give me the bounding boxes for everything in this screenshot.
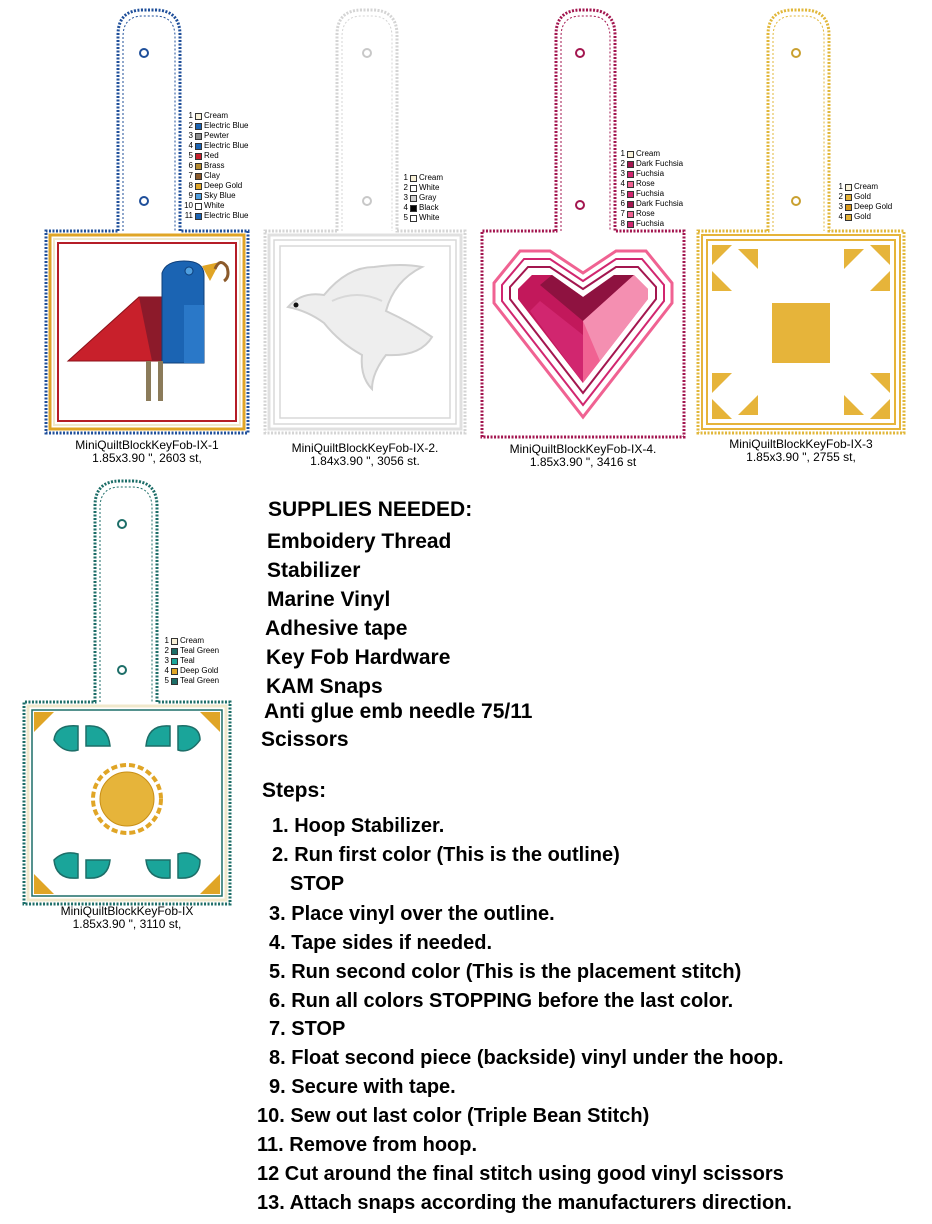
legend-row: [183, 151, 248, 161]
thread-number: 3: [403, 193, 408, 202]
thread-color-name: Fuchsia: [636, 169, 665, 178]
thread-swatch: [171, 658, 178, 665]
legend-row: [833, 202, 892, 212]
legend-row: [615, 219, 683, 229]
thread-swatch: [627, 161, 634, 168]
thread-number: 2: [403, 183, 408, 192]
legend-row: [183, 171, 248, 181]
thread-swatch: [845, 194, 852, 201]
thread-swatch: [627, 201, 634, 208]
thread-swatch: [410, 175, 417, 182]
thread-number: 3: [188, 131, 193, 140]
thread-number: 6: [188, 161, 193, 170]
legend-row: [398, 203, 443, 213]
thread-swatch: [410, 205, 417, 212]
thread-color-name: Rose: [636, 209, 655, 218]
step-item: 2. Run first color (This is the outline): [272, 844, 620, 866]
step-item: 13. Attach snaps according the manufacturers direction.: [257, 1192, 792, 1214]
thread-color-name: White: [204, 201, 225, 210]
legend-row: [398, 193, 443, 203]
thread-color-legend: [183, 111, 248, 221]
thread-swatch: [195, 153, 202, 160]
fob-design-name: MiniQuiltBlockKeyFob-IX-3: [729, 437, 873, 451]
legend-row: [183, 131, 248, 141]
thread-number: 1: [403, 173, 408, 182]
legend-row: [615, 209, 683, 219]
thread-swatch: [195, 213, 202, 220]
thread-color-name: Gray: [419, 193, 437, 202]
thread-number: 9: [188, 191, 193, 200]
thread-color-name: Clay: [204, 171, 221, 180]
thread-number: 1: [838, 182, 843, 191]
thread-number: 10: [184, 201, 193, 210]
step-item: 5. Run second color (This is the placement stitch): [269, 961, 742, 983]
supply-item: Adhesive tape: [265, 617, 408, 640]
thread-color-name: Rose: [636, 179, 655, 188]
thread-color-name: Gold: [854, 212, 871, 221]
thread-number: 1: [620, 149, 625, 158]
legend-row: [183, 211, 248, 221]
thread-color-legend: [833, 182, 892, 222]
thread-swatch: [195, 163, 202, 170]
thread-color-name: Deep Gold: [204, 181, 243, 190]
thread-number: 4: [188, 141, 193, 150]
thread-swatch: [195, 203, 202, 210]
thread-color-name: Cream: [180, 636, 205, 645]
thread-swatch: [627, 211, 634, 218]
step-item: 7. STOP: [269, 1018, 346, 1040]
step-item: 3. Place vinyl over the outline.: [269, 903, 555, 925]
step-item: 11. Remove from hoop.: [257, 1134, 478, 1156]
thread-swatch: [845, 214, 852, 221]
thread-number: 3: [620, 169, 625, 178]
step-item: 1. Hoop Stabilizer.: [272, 815, 445, 837]
thread-swatch: [195, 173, 202, 180]
thread-swatch: [845, 204, 852, 211]
fob-caption: [44, 439, 250, 465]
legend-row: [183, 201, 248, 211]
key-fob-design-4: [696, 5, 906, 435]
thread-number: 2: [188, 121, 193, 130]
thread-swatch: [195, 193, 202, 200]
legend-row: [833, 212, 892, 222]
legend-row: [615, 189, 683, 199]
thread-number: 5: [620, 189, 625, 198]
thread-color-name: Cream: [636, 149, 661, 158]
thread-color-name: Electric Blue: [204, 121, 249, 130]
thread-color-name: Electric Blue: [204, 211, 249, 220]
step-item: 4. Tape sides if needed.: [269, 932, 493, 954]
fob-caption: [480, 443, 686, 469]
legend-row: [398, 213, 443, 223]
key-fob-outline: [22, 476, 232, 906]
thread-color-legend: [159, 636, 219, 686]
supply-item: Stabilizer: [267, 559, 361, 582]
step-item: 9. Secure with tape.: [269, 1076, 456, 1098]
thread-color-name: Dark Fuchsia: [636, 159, 684, 168]
legend-row: [183, 191, 248, 201]
legend-row: [159, 666, 219, 676]
thread-number: 5: [164, 676, 169, 685]
legend-row: [833, 182, 892, 192]
thread-color-name: Gold: [854, 192, 871, 201]
thread-number: 2: [620, 159, 625, 168]
thread-number: 4: [164, 666, 169, 675]
steps-heading: Steps:: [262, 779, 327, 802]
legend-row: [183, 111, 248, 121]
thread-number: 4: [838, 212, 843, 221]
fob-size-stitches: 1.85x3.90 ", 3110 st,: [72, 917, 182, 931]
thread-color-name: White: [419, 183, 440, 192]
thread-color-name: Pewter: [204, 131, 229, 140]
supply-item: Emboidery Thread: [267, 530, 452, 553]
thread-swatch: [627, 181, 634, 188]
legend-row: [159, 646, 219, 656]
thread-number: 7: [188, 171, 193, 180]
legend-row: [159, 676, 219, 686]
thread-color-name: Brass: [204, 161, 225, 170]
thread-color-name: Black: [419, 203, 439, 212]
key-fob-design-3: [480, 5, 686, 439]
thread-color-name: Fuchsia: [636, 219, 665, 228]
thread-number: 4: [620, 179, 625, 188]
thread-swatch: [410, 195, 417, 202]
thread-color-name: Deep Gold: [854, 202, 893, 211]
thread-swatch: [627, 171, 634, 178]
fob-size-stitches: 1.84x3.90 ", 3056 st.: [310, 454, 420, 468]
legend-row: [833, 192, 892, 202]
legend-row: [159, 656, 219, 666]
key-fob-design-1: [44, 5, 250, 435]
key-fob-design-5: [22, 476, 232, 906]
legend-row: [615, 149, 683, 159]
step-item: 10. Sew out last color (Triple Bean Stitch): [257, 1105, 650, 1127]
legend-row: [183, 181, 248, 191]
fob-caption: [262, 442, 468, 468]
fob-design-name: MiniQuiltBlockKeyFob-IX: [60, 904, 194, 918]
thread-swatch: [195, 183, 202, 190]
thread-color-name: Deep Gold: [180, 666, 219, 675]
thread-color-name: Red: [204, 151, 219, 160]
legend-row: [183, 121, 248, 131]
thread-number: 3: [164, 656, 169, 665]
thread-swatch: [627, 191, 634, 198]
fob-design-name: MiniQuiltBlockKeyFob-IX-1: [75, 438, 219, 452]
supplies-heading: SUPPLIES NEEDED:: [268, 498, 473, 521]
step-item: 12 Cut around the final stitch using good vinyl scissors: [257, 1163, 784, 1185]
legend-row: [615, 159, 683, 169]
supply-item: KAM Snaps: [266, 675, 383, 698]
step-item: 6. Run all colors STOPPING before the last color.: [269, 990, 734, 1012]
fob-caption: [22, 905, 232, 931]
thread-number: 7: [620, 209, 625, 218]
thread-color-name: Electric Blue: [204, 141, 249, 150]
thread-number: 2: [164, 646, 169, 655]
step-item: STOP: [290, 873, 345, 895]
thread-number: 4: [403, 203, 408, 212]
thread-swatch: [171, 648, 178, 655]
thread-swatch: [195, 143, 202, 150]
supply-item: Key Fob Hardware: [266, 646, 451, 669]
thread-color-name: Cream: [419, 173, 444, 182]
thread-number: 8: [188, 181, 193, 190]
thread-swatch: [171, 678, 178, 685]
legend-row: [615, 179, 683, 189]
fob-size-stitches: 1.85x3.90 ", 2603 st,: [92, 451, 202, 465]
fob-size-stitches: 1.85x3.90 ", 3416 st: [529, 455, 637, 469]
thread-swatch: [195, 123, 202, 130]
thread-color-legend: [398, 173, 443, 223]
key-fob-design-2: [262, 5, 468, 435]
thread-number: 5: [403, 213, 408, 222]
legend-row: [615, 199, 683, 209]
fob-design-name: MiniQuiltBlockKeyFob-IX-2.: [291, 441, 439, 455]
thread-swatch: [171, 668, 178, 675]
fob-design-name: MiniQuiltBlockKeyFob-IX-4.: [509, 442, 657, 456]
thread-number: 1: [188, 111, 193, 120]
thread-number: 3: [838, 202, 843, 211]
thread-number: 8: [620, 219, 625, 228]
supply-item: Anti glue emb needle 75/11: [264, 700, 533, 723]
thread-swatch: [845, 184, 852, 191]
thread-color-name: Teal: [180, 656, 195, 665]
legend-row: [615, 169, 683, 179]
thread-swatch: [410, 185, 417, 192]
legend-row: [398, 173, 443, 183]
fob-caption: [696, 438, 906, 464]
thread-swatch: [195, 133, 202, 140]
thread-number: 2: [838, 192, 843, 201]
supply-item: Scissors: [261, 728, 349, 751]
thread-color-name: Teal Green: [180, 646, 220, 655]
thread-swatch: [627, 221, 634, 228]
thread-swatch: [195, 113, 202, 120]
thread-color-name: Fuchsia: [636, 189, 665, 198]
thread-swatch: [410, 215, 417, 222]
legend-row: [398, 183, 443, 193]
step-item: 8. Float second piece (backside) vinyl under the hoop.: [269, 1047, 784, 1069]
thread-color-name: Cream: [204, 111, 229, 120]
legend-row: [183, 141, 248, 151]
legend-row: [159, 636, 219, 646]
thread-number: 1: [164, 636, 169, 645]
thread-color-legend: [615, 149, 683, 229]
thread-swatch: [171, 638, 178, 645]
thread-number: 6: [620, 199, 625, 208]
thread-swatch: [627, 151, 634, 158]
thread-number: 5: [188, 151, 193, 160]
legend-row: [183, 161, 248, 171]
thread-color-name: Cream: [854, 182, 879, 191]
fob-size-stitches: 1.85x3.90 ", 2755 st,: [746, 450, 856, 464]
thread-color-name: Teal Green: [180, 676, 220, 685]
thread-number: 11: [184, 211, 193, 220]
thread-color-name: Sky Blue: [204, 191, 236, 200]
thread-color-name: Dark Fuchsia: [636, 199, 684, 208]
supply-item: Marine Vinyl: [267, 588, 391, 611]
thread-color-name: White: [419, 213, 440, 222]
